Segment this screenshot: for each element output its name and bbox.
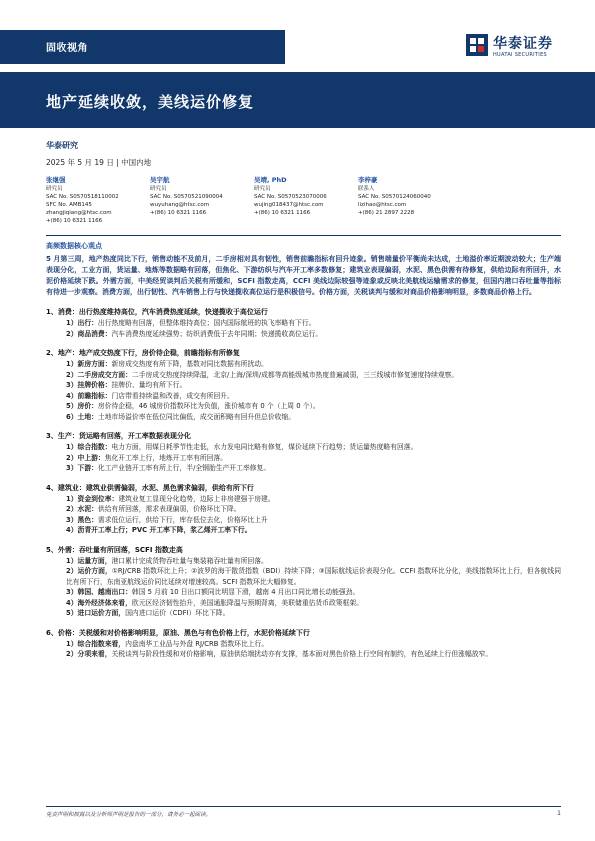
section-list: [46, 307, 561, 660]
section-item-text: 挂牌价、量均有所下行。: [111, 381, 187, 389]
section-item-text: 电力方面，用煤日耗季节性走低，水力发电同比略有修复，煤价延续下行趋势；货运量热度略有回落。: [111, 443, 418, 451]
author-role: 联系人: [358, 186, 375, 192]
author-sac: SAC No. S0570523070006: [254, 194, 327, 200]
section-item: [66, 453, 561, 464]
section-body: [46, 442, 561, 474]
core-view-text: 5 月第三周，地产热度同比下行，销售动能不及前月，二手房相对具有韧性，销售前瞻指标有回升迹象。销售端量价平衡尚未达成，土地溢价率近期波动较大；生产端表现分化，工业方面，货运量、地炼等数据略有回落，但焦化、下游纺织与汽车开工率多数修复；建筑业表现偏弱，水泥、黑色供需有待修复，供给边际有所回升，水泥价格延续下跌。外需方面，中美经贸谈判后关税有所缓和，SCFI 指数走高，CCFI 美线边际较强等迹象或反映北美航线运输需求的修复，但国内港口吞吐量等指标有待进一步观察。消费方面，出行韧性、汽车销售上行与快递揽收高位运行是积极信号。价格方面，关税谈判与缓和对商品价格影响明显，多数商品价格上行。: [46, 255, 561, 296]
author-email[interactable]: wujing018437@htsc.com: [254, 202, 324, 208]
section-item: [66, 401, 561, 412]
section-block: [46, 307, 561, 339]
section-item: [66, 598, 561, 609]
section-item: [66, 380, 561, 391]
section-item-label: 5）进口运价方面，: [66, 609, 126, 617]
section-item-label: 1）综合指数来看，: [66, 639, 126, 648]
author-card: [254, 176, 358, 225]
section-item: [66, 318, 561, 329]
section-item-text: 内盘南华工业品与外盘 RJ/CRB 指数环比上行。: [125, 639, 269, 648]
footer-divider: [46, 806, 561, 807]
section-item: [66, 463, 561, 474]
section-item-text: 关税谈判与阶段性缓和对价格影响，原油供给端扰动亦有支撑，基本面对黑色价格上行空间有制约，有色延续上行但涨幅放窄。: [111, 650, 493, 658]
section-item: [66, 556, 561, 567]
author-phone: +(86) 10 6321 1166: [46, 218, 103, 224]
brand-logo-icon: [465, 33, 489, 57]
core-view-title: 高频数据核心观点: [46, 242, 102, 250]
section-item-text: 出行热度略有回落，但整体维持高位；国内国际航班的执飞率略有下行。: [97, 319, 316, 327]
section-item: [66, 587, 561, 598]
section-heading: 2、地产：地产成交热度下行，房价待企稳，前瞻指标有所修复: [46, 349, 240, 357]
author-sac: SAC No. S0570518110002: [46, 194, 119, 200]
section-item-label: 4）前瞻指标：: [66, 391, 112, 400]
author-role: 研究员: [254, 186, 271, 192]
author-role: 研究员: [150, 186, 167, 192]
author-name: 吴宇航: [150, 176, 170, 184]
section-item-text: 新房成交热度有所下降，基数对同比数据有所扰动。: [111, 360, 268, 368]
section-item: [66, 566, 561, 587]
section-item: [66, 608, 561, 619]
section-item-text: 建筑业复工显现分化趋势，边际上非房建强于房建。: [118, 494, 275, 503]
section-item-text: 焦化开工率上行，地炼开工率有所回落。: [104, 453, 228, 462]
section-item-text: 需求低位运行，供给下行，库存低位去化，价格环比上升: [97, 515, 268, 524]
section-item-label: 2）商品消费：: [66, 329, 112, 338]
section-item-label: 5）房价：: [66, 402, 98, 410]
author-phone: +(86) 10 6321 1166: [150, 210, 207, 216]
author-role: 研究员: [46, 186, 63, 192]
section-item-label: 4）沥青开工率上行；PVC 开工率下降，浆乙烯开工率下行。: [66, 526, 252, 534]
author-name: 李梓豪: [358, 176, 378, 184]
section-item-text: 化工产业链开工率有所上行，半/全钢胎生产开工率修复。: [97, 464, 271, 472]
date-line: 2025 年 5 月 19 日 | 中国内地: [46, 158, 152, 167]
section-item: [66, 525, 561, 536]
section-item-text: 门店带看持续温和改善，成交有所回升。: [111, 391, 234, 400]
section-item-label: 2）水泥：: [66, 505, 98, 513]
author-card: [358, 176, 462, 225]
section-item: [66, 391, 561, 402]
author-email[interactable]: zhangjiqiang@htsc.com: [46, 210, 112, 216]
section-block: [46, 545, 561, 619]
author-phone: +(86) 10 6321 1166: [254, 210, 311, 216]
section-item-label: 1）新房方面：: [66, 360, 112, 368]
section-item-label: 3）黑色：: [66, 515, 98, 524]
section-body: [46, 494, 561, 536]
author-sfc: SFC No. AMB145: [46, 202, 92, 208]
page-number: 1: [557, 810, 561, 817]
section-item: [66, 359, 561, 370]
section-item-text: 汽车消费热度延续强势；纺织消费低于去年同期；快递揽收高位运行。: [111, 329, 323, 338]
section-item-label: 1）资金到位率：: [66, 494, 119, 503]
section-item-text: 房价待企稳，46 城房价指数环比为负值，涨价城市有 0 个（上周 0 个）。: [97, 402, 320, 410]
author-phone: +(86) 21 2897 2228: [358, 210, 415, 216]
section-item-label: 2）分项来看，: [66, 650, 112, 658]
section-item-label: 2）运价方面，: [66, 567, 112, 575]
author-list: [46, 176, 561, 225]
section-heading: 3、生产：货运略有回落，开工率数据表现分化: [46, 432, 191, 440]
brand-name-cn: 华泰证券: [493, 36, 553, 52]
section-item-text: 国内进口运价（CDFI）环比下降。: [125, 609, 230, 617]
section-item-text: 港口累计完成货物吞吐量与集装箱吞吐量有所回落。: [111, 556, 268, 565]
section-heading: 1、消费：出行热度维持高位，汽车消费热度延续，快递揽收于高位运行: [46, 308, 268, 316]
section-item: [66, 649, 561, 660]
section-item: [66, 329, 561, 340]
section-item-label: 3）韩国、越南出口：: [66, 588, 132, 596]
column-title: 固收视角: [46, 43, 88, 54]
hero-banner: [0, 72, 595, 128]
section-item-label: 4）海外经济体来看，: [66, 598, 132, 607]
section-heading: 6、价格：关税缓和对价格影响明显，原油、黑色与有色价格上行，水泥价格延续下行: [46, 628, 310, 637]
section-item-label: 1）运量方面，: [66, 556, 112, 565]
section-item: [66, 442, 561, 453]
section-item-text: 韩国 5 月前 10 日出口额同比明显下滑，越南 4 月出口同比增长动能强劲。: [131, 588, 360, 596]
section-item: [66, 504, 561, 515]
section-body: [46, 556, 561, 619]
author-card: [150, 176, 254, 225]
section-item-label: 1）综合指数：: [66, 443, 112, 451]
author-sac: SAC No. S0570521090004: [150, 194, 223, 200]
brand-logo: [465, 32, 577, 62]
section-block: [46, 431, 561, 474]
brand-name-en: HUATAI SECURITIES: [493, 52, 547, 58]
author-name: 张继强: [46, 176, 66, 184]
section-body: [46, 318, 561, 339]
author-sac: SAC No. S0570124060040: [358, 194, 431, 200]
section-body: [46, 639, 561, 660]
section-item: [66, 494, 561, 505]
author-name: 吴靖, PhD: [254, 176, 287, 184]
section-block: [46, 348, 561, 422]
section-block: [46, 628, 561, 660]
section-item-text: 供给有所回落，需求表现偏弱，价格环比下降。: [97, 505, 241, 513]
section-item: [66, 515, 561, 526]
section-item: [66, 412, 561, 423]
section-item-text: 欧元区经济韧性抬升，美国通胀降温与预期背离，美联储重估货币政策框架。: [131, 598, 363, 607]
section-item: [66, 639, 561, 650]
section-item-label: 2）中上游：: [66, 453, 105, 462]
author-card: [46, 176, 150, 225]
divider: [46, 235, 561, 236]
author-email[interactable]: lizihao@htsc.com: [358, 202, 407, 208]
report-title: 地产延续收敛，美线运价修复: [46, 93, 255, 111]
section-block: [46, 483, 561, 536]
section-heading: 5、外需：吞吐量有所回落，SCFI 指数走高: [46, 545, 183, 554]
section-item-label: 2）二手房成交方面：: [66, 370, 132, 379]
footer-disclaimer[interactable]: 免责声明和披露以及分析师声明是报告的一部分，请务必一起阅读。: [46, 812, 212, 818]
section-item-label: 6）土地：: [66, 412, 98, 421]
top-bar: [0, 30, 595, 64]
column-band: [0, 30, 285, 64]
section-item-text: 二手房成交热度持续降温，北京/上海/深圳/成都等高能级城市热度普遍减弱，三三线城市修复速度持续观察。: [131, 370, 459, 379]
section-item-label: 3）下游：: [66, 464, 98, 472]
section-item-label: 1）出行：: [66, 319, 98, 327]
research-label: 华泰研究: [46, 141, 78, 150]
section-item: [66, 370, 561, 381]
report-content: [46, 140, 561, 660]
section-heading: 4、建筑业：建筑业供需偏弱，水泥、黑色需求偏弱，供给有所下行: [46, 483, 254, 492]
section-body: [46, 359, 561, 422]
section-item-text: ①RJ/CRB 指数环比上升；②波罗的海干散货指数（BDI）持续下降；③国际航线运价表现分化。CCFI 指数环比分化，美线指数环比上行，但各航线同比有所下行，东南亚航线运价同比延续对增速较高。SCFI 指数环比大幅修复。: [66, 567, 562, 586]
section-item-label: 3）挂牌价格：: [66, 381, 112, 389]
section-item-text: 土地市场溢价率在低位同比偏低，成交面积略有回升但总价收缩。: [97, 412, 296, 421]
author-email[interactable]: wuyuhang@htsc.com: [150, 202, 210, 208]
